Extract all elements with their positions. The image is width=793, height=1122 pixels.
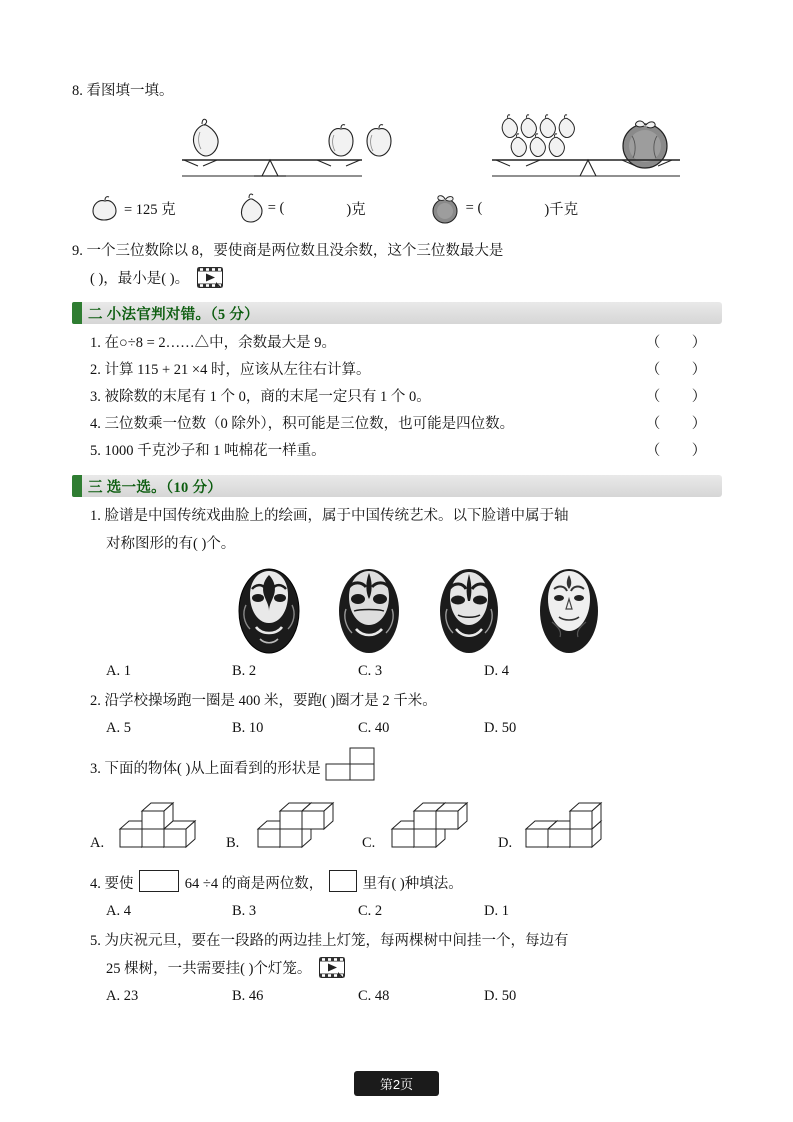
choice-4-text-c: 里有( )种填法。 xyxy=(362,876,463,892)
opera-mask-3 xyxy=(432,565,506,657)
choice-1-option-a[interactable]: A. 1 xyxy=(106,663,131,679)
choice-1-option-b[interactable]: B. 2 xyxy=(232,663,257,679)
q8-number: 8. xyxy=(72,83,83,99)
choice-3-label-d[interactable]: D. xyxy=(498,835,513,851)
tf-item-4-text: 4. 三位数乘一位数（0 除外），积可能是三位数，也可能是四位数。 xyxy=(90,416,515,432)
apple-weight-label: = 125 克 xyxy=(124,201,176,218)
tf-item-5 xyxy=(72,438,722,465)
choice-4 xyxy=(72,870,722,897)
choice-2-text: 沿学校操场跑一圈是 400 米，要跑( )圈才是 2 千米。 xyxy=(104,693,437,709)
balance-scales-svg xyxy=(72,108,722,186)
video-icon[interactable] xyxy=(319,957,345,978)
choice-3 xyxy=(72,747,722,792)
section-2-label: 二 小法官判对错。（5 分） xyxy=(88,306,259,323)
choice-3-label-b[interactable]: B. xyxy=(226,835,240,851)
section-3-accent xyxy=(72,475,82,497)
melon-unit-label: )千克 xyxy=(544,201,579,218)
choice-4-blank-2[interactable] xyxy=(329,870,357,892)
q9-line1: 一个三位数除以 8，要使商是两位数且没余数，这个三位数最大是 xyxy=(86,243,504,259)
tf-item-1-answer[interactable]: （ ） xyxy=(645,335,721,351)
video-icon[interactable] xyxy=(197,267,223,288)
choice-2-option-b[interactable]: B. 10 xyxy=(232,720,264,736)
choice-2-number: 2. xyxy=(90,693,101,709)
choice-4-option-b[interactable]: B. 3 xyxy=(232,903,257,919)
choice-1-number: 1. xyxy=(90,508,101,524)
cube-figure-b[interactable] xyxy=(244,795,362,862)
tf-item-4 xyxy=(72,411,722,438)
opera-mask-2 xyxy=(332,565,406,657)
cube-figure-c[interactable] xyxy=(380,795,498,862)
section-2-accent xyxy=(72,302,82,324)
tf-item-2 xyxy=(72,357,722,384)
choice-5-options xyxy=(72,988,722,1005)
section-3-label: 三 选一选。（10 分） xyxy=(88,479,223,496)
choice-3-label-c[interactable]: C. xyxy=(362,835,376,851)
choice-5-option-a[interactable]: A. 23 xyxy=(106,988,139,1004)
choice-2-options xyxy=(72,720,722,737)
choice-4-option-a[interactable]: A. 4 xyxy=(106,903,131,919)
tf-item-3-answer[interactable]: （ ） xyxy=(645,389,721,405)
choice-4-option-c[interactable]: C. 2 xyxy=(358,903,383,919)
choice-2 xyxy=(72,688,722,714)
q9-number: 9. xyxy=(72,243,83,259)
choice-5-line2 xyxy=(72,956,722,982)
choice-5-option-b[interactable]: B. 46 xyxy=(232,988,264,1004)
apple-icon xyxy=(90,195,120,221)
choice-1-option-c[interactable]: C. 3 xyxy=(358,663,383,679)
question-9 xyxy=(72,238,722,264)
choice-1-line2-text: 对称图形的有( )个。 xyxy=(106,536,236,552)
cube-figure-a[interactable] xyxy=(108,795,226,862)
cube-figure-d[interactable] xyxy=(516,795,634,862)
opera-masks-figure xyxy=(72,565,722,657)
choice-3-label-a[interactable]: A. xyxy=(90,835,105,851)
tf-item-2-answer[interactable]: （ ） xyxy=(645,362,721,378)
tf-item-5-text: 5. 1000 千克沙子和 1 吨棉花一样重。 xyxy=(90,443,326,459)
top-view-shape xyxy=(324,747,376,792)
tf-item-3-text: 3. 被除数的末尾有 1 个 0，商的末尾一定只有 1 个 0。 xyxy=(90,389,431,405)
page-number-badge: 第2页 xyxy=(354,1071,439,1096)
question-9-line2 xyxy=(72,266,722,292)
melon-icon xyxy=(428,192,462,224)
choice-4-blank-1[interactable] xyxy=(139,870,179,892)
choice-5 xyxy=(72,928,722,954)
melon-weight-label: = ( xyxy=(465,199,483,216)
pear-icon xyxy=(238,193,264,223)
choice-4-text-a: 要使 xyxy=(104,876,134,892)
q8-text: 看图填一填。 xyxy=(86,83,174,99)
choice-5-option-c[interactable]: C. 48 xyxy=(358,988,390,1004)
tf-item-1 xyxy=(72,330,722,357)
tf-item-4-answer[interactable]: （ ） xyxy=(645,416,721,432)
choice-5-line1: 为庆祝元旦，要在一段路的两边挂上灯笼，每两棵树中间挂一个，每边有 xyxy=(104,933,569,949)
opera-mask-4 xyxy=(532,565,606,657)
tf-item-2-text: 2. 计算 115 + 21 ×4 时，应该从左往右计算。 xyxy=(90,362,371,378)
choice-2-option-a[interactable]: A. 5 xyxy=(106,720,131,736)
q8-legend xyxy=(72,192,722,224)
choice-1 xyxy=(72,503,722,529)
choice-4-option-d[interactable]: D. 1 xyxy=(484,903,509,919)
balance-scales-figure xyxy=(72,108,722,186)
opera-mask-1 xyxy=(232,565,306,657)
choice-3-text: 下面的物体( )从上面看到的形状是 xyxy=(104,760,321,777)
choice-1-options xyxy=(72,663,722,680)
pear-unit-label: )克 xyxy=(346,201,366,218)
tf-item-5-answer[interactable]: （ ） xyxy=(645,443,721,459)
tf-item-3 xyxy=(72,384,722,411)
page-content xyxy=(72,78,722,1009)
q9-line2: ( )，最小是( )。 xyxy=(90,271,190,287)
tf-item-1-text: 1. 在○÷8 = 2……△中，余数最大是 9。 xyxy=(90,335,337,351)
pear-weight-label: = ( xyxy=(267,199,285,216)
page-footer xyxy=(0,1071,793,1096)
choice-2-option-d[interactable]: D. 50 xyxy=(484,720,517,736)
choice-5-number: 5. xyxy=(90,933,101,949)
choice-4-number: 4. xyxy=(90,876,101,892)
choice-4-options xyxy=(72,903,722,920)
choice-1-line1: 脸谱是中国传统戏曲脸上的绘画，属于中国传统艺术。以下脸谱中属于轴 xyxy=(104,508,569,524)
choice-3-figures xyxy=(72,796,722,862)
choice-3-number: 3. xyxy=(90,760,101,777)
question-8 xyxy=(72,78,722,104)
choice-1-option-d[interactable]: D. 4 xyxy=(484,663,509,679)
choice-1-line2 xyxy=(72,531,722,557)
section-2-header xyxy=(72,302,722,324)
choice-4-text-b: 64 ÷4 的商是两位数， xyxy=(184,876,324,892)
section-3-header xyxy=(72,475,722,497)
choice-5-option-d[interactable]: D. 50 xyxy=(484,988,517,1004)
choice-2-option-c[interactable]: C. 40 xyxy=(358,720,390,736)
choice-5-line2-text: 25 棵树，一共需要挂( )个灯笼。 xyxy=(106,961,312,977)
